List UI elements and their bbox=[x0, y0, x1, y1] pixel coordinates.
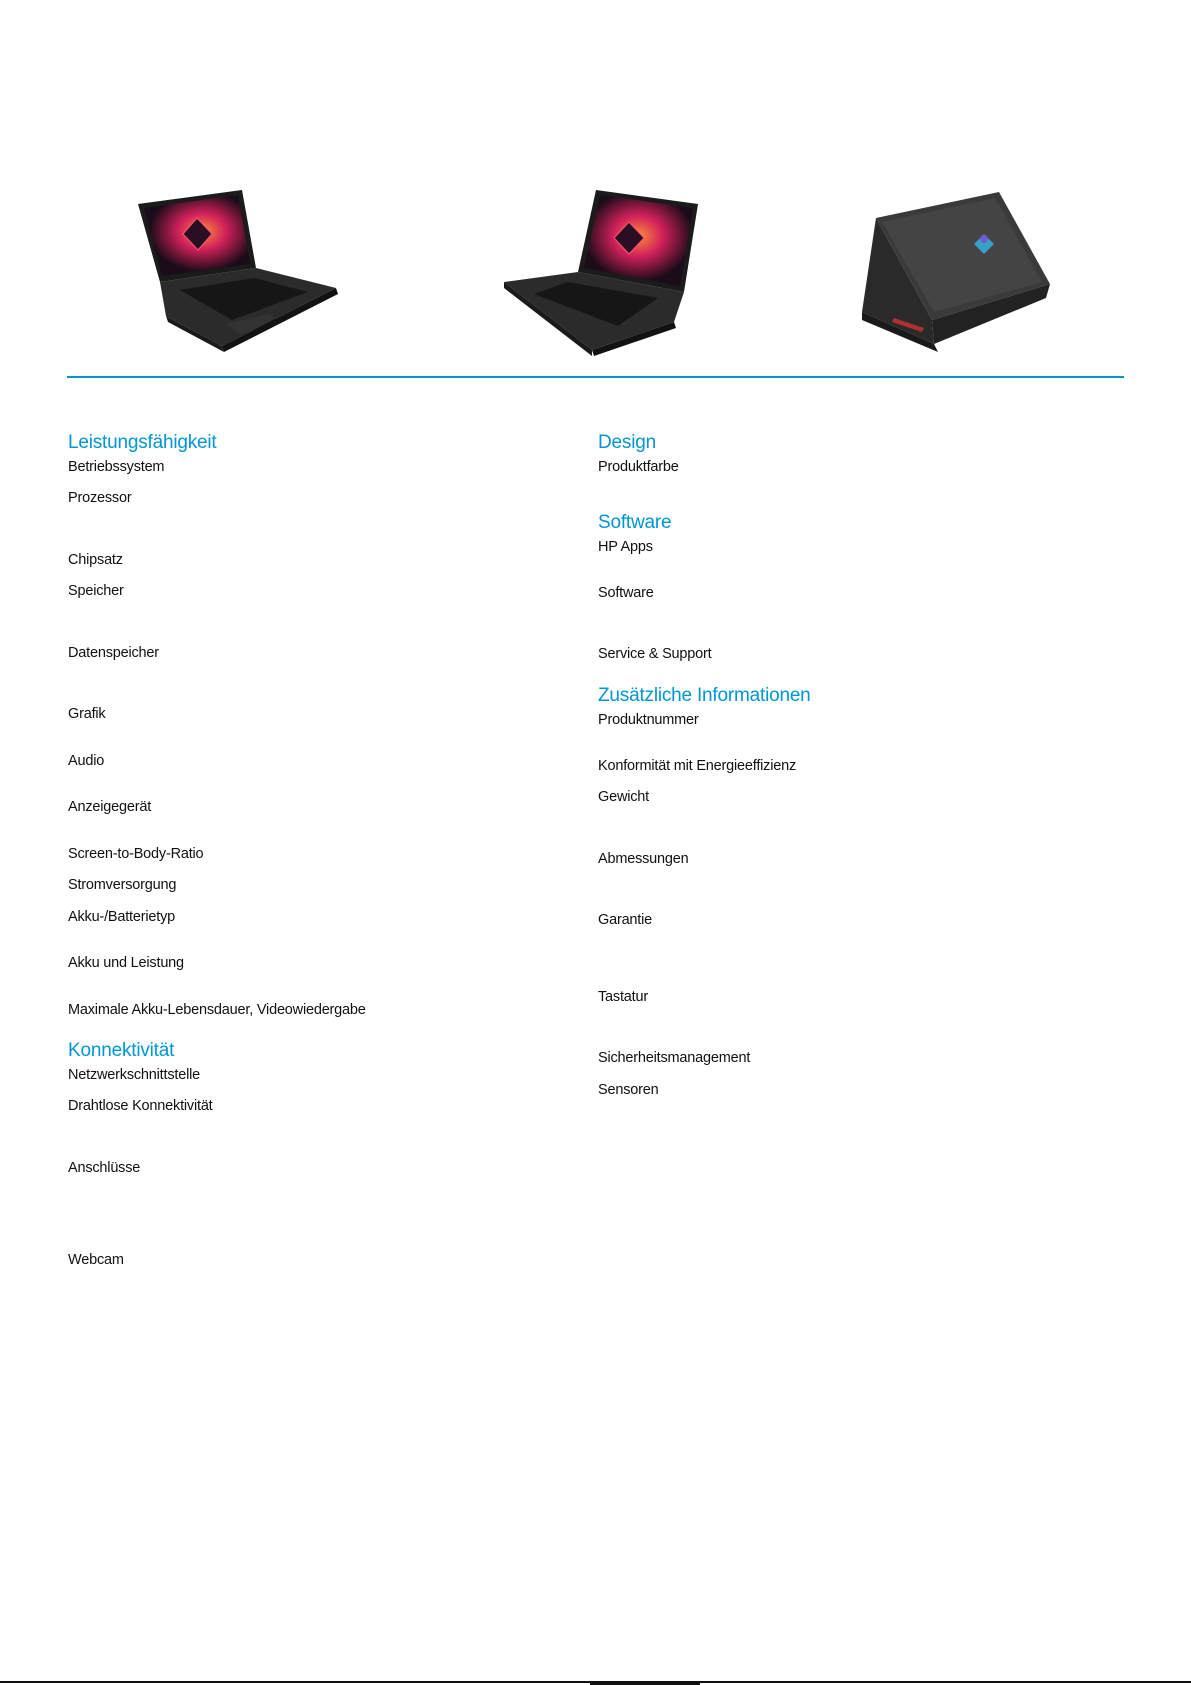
spec-label-processor: Prozessor bbox=[68, 490, 132, 506]
laptop-front-right-view-icon bbox=[498, 182, 708, 362]
spec-label-product-number: Produktnummer bbox=[598, 712, 699, 728]
spec-label-wireless: Drahtlose Konnektivität bbox=[68, 1098, 213, 1114]
spec-label-energy: Konformität mit Energieeffizienz bbox=[598, 758, 797, 774]
laptop-back-view-icon bbox=[854, 192, 1054, 362]
spec-label-power: Stromversorgung bbox=[68, 877, 177, 893]
spec-label-network: Netzwerkschnittstelle bbox=[68, 1067, 200, 1083]
spec-label-os: Betriebssystem bbox=[68, 459, 165, 475]
spec-label-audio: Audio bbox=[68, 753, 105, 769]
spec-label-color: Produktfarbe bbox=[598, 459, 679, 475]
section-title-additional: Zusätzliche Informationen bbox=[598, 685, 811, 706]
spec-label-chipset: Chipsatz bbox=[68, 552, 123, 568]
section-title-design: Design bbox=[598, 432, 656, 453]
spec-label-service: Service & Support bbox=[598, 646, 712, 662]
spec-label-security: Sicherheitsmanagement bbox=[598, 1050, 751, 1066]
spec-label-storage: Datenspeicher bbox=[68, 645, 159, 661]
spec-label-battery-performance: Akku und Leistung bbox=[68, 955, 184, 971]
spec-label-software: Software bbox=[598, 585, 654, 601]
spec-label-warranty: Garantie bbox=[598, 912, 653, 928]
spec-label-hp-apps: HP Apps bbox=[598, 539, 653, 555]
spec-label-keyboard: Tastatur bbox=[598, 989, 648, 1005]
spec-label-display: Anzeigegerät bbox=[68, 799, 152, 815]
footer-strip bbox=[0, 1681, 1191, 1685]
section-title-connectivity: Konnektivität bbox=[68, 1040, 175, 1061]
spec-label-memory: Speicher bbox=[68, 583, 124, 599]
spec-label-dimensions: Abmessungen bbox=[598, 851, 689, 867]
spec-label-webcam: Webcam bbox=[68, 1252, 124, 1268]
laptop-front-left-view-icon bbox=[132, 186, 342, 361]
section-title-software: Software bbox=[598, 512, 672, 533]
section-divider bbox=[67, 376, 1124, 378]
spec-label-battery-type: Akku-/Batterietyp bbox=[68, 909, 176, 925]
spec-label-graphics: Grafik bbox=[68, 706, 106, 722]
spec-label-ports: Anschlüsse bbox=[68, 1160, 141, 1176]
section-title-performance: Leistungsfähigkeit bbox=[68, 432, 217, 453]
spec-label-sensors: Sensoren bbox=[598, 1082, 659, 1098]
spec-label-weight: Gewicht bbox=[598, 789, 649, 805]
spec-label-battery-life: Maximale Akku-Lebensdauer, Videowiedergabe bbox=[68, 1002, 366, 1018]
product-image-row bbox=[0, 182, 1191, 362]
spec-label-screen-ratio: Screen-to-Body-Ratio bbox=[68, 846, 204, 862]
